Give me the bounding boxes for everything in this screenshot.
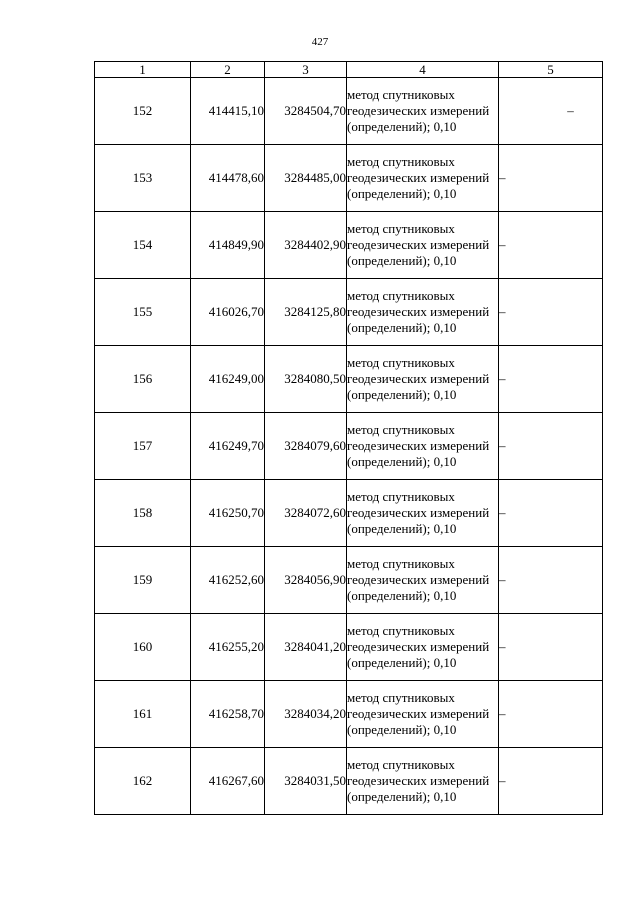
method-accuracy: метод спутниковых геодезических измерений (определений); 0,10	[347, 748, 499, 815]
coordinate-y: 3284080,50	[265, 346, 347, 413]
column-header-4: 4	[347, 62, 499, 78]
table-row	[95, 413, 603, 480]
coordinate-x: 414478,60	[191, 145, 265, 212]
coordinate-y: 3284125,80	[265, 279, 347, 346]
page-number: 427	[311, 36, 329, 48]
point-number: 162	[95, 748, 191, 815]
point-number: 156	[95, 346, 191, 413]
coordinate-x: 414849,90	[191, 212, 265, 279]
note-cell: –	[499, 78, 603, 145]
coordinate-y: 3284402,90	[265, 212, 347, 279]
coordinate-x: 416250,70	[191, 480, 265, 547]
point-number: 152	[95, 78, 191, 145]
table-row	[95, 78, 603, 145]
table-row	[95, 480, 603, 547]
method-accuracy: метод спутниковых геодезических измерений (определений); 0,10	[347, 346, 499, 413]
method-accuracy: метод спутниковых геодезических измерений (определений); 0,10	[347, 212, 499, 279]
note-cell: –	[499, 279, 603, 346]
coordinate-x: 414415,10	[191, 78, 265, 145]
note-cell: –	[499, 413, 603, 480]
method-accuracy: метод спутниковых геодезических измерений (определений); 0,10	[347, 78, 499, 145]
table-row	[95, 681, 603, 748]
coordinate-x: 416249,70	[191, 413, 265, 480]
coordinate-x: 416026,70	[191, 279, 265, 346]
coordinate-y: 3284056,90	[265, 547, 347, 614]
point-number: 159	[95, 547, 191, 614]
table-row	[95, 748, 603, 815]
note-cell: –	[499, 681, 603, 748]
coordinate-y: 3284485,00	[265, 145, 347, 212]
method-accuracy: метод спутниковых геодезических измерений (определений); 0,10	[347, 413, 499, 480]
point-number: 157	[95, 413, 191, 480]
coordinate-x: 416255,20	[191, 614, 265, 681]
coordinates-table	[94, 61, 603, 815]
note-cell: –	[499, 480, 603, 547]
method-accuracy: метод спутниковых геодезических измерений (определений); 0,10	[347, 681, 499, 748]
coordinate-y: 3284504,70	[265, 78, 347, 145]
column-header-1: 1	[95, 62, 191, 78]
note-cell: –	[499, 346, 603, 413]
column-header-5: 5	[499, 62, 603, 78]
coordinate-y: 3284041,20	[265, 614, 347, 681]
table-row	[95, 212, 603, 279]
point-number: 155	[95, 279, 191, 346]
table-row	[95, 346, 603, 413]
coordinate-y: 3284034,20	[265, 681, 347, 748]
coordinate-x: 416249,00	[191, 346, 265, 413]
column-header-2: 2	[191, 62, 265, 78]
coordinate-x: 416252,60	[191, 547, 265, 614]
point-number: 158	[95, 480, 191, 547]
column-header-3: 3	[265, 62, 347, 78]
table-row	[95, 279, 603, 346]
table-body	[95, 78, 603, 815]
table-row	[95, 614, 603, 681]
table-header	[95, 62, 603, 78]
coordinate-y: 3284079,60	[265, 413, 347, 480]
table-row	[95, 145, 603, 212]
note-cell: –	[499, 614, 603, 681]
coordinate-x: 416267,60	[191, 748, 265, 815]
note-cell: –	[499, 748, 603, 815]
method-accuracy: метод спутниковых геодезических измерений (определений); 0,10	[347, 145, 499, 212]
method-accuracy: метод спутниковых геодезических измерений (определений); 0,10	[347, 279, 499, 346]
coordinate-y: 3284072,60	[265, 480, 347, 547]
method-accuracy: метод спутниковых геодезических измерений (определений); 0,10	[347, 614, 499, 681]
point-number: 160	[95, 614, 191, 681]
note-cell: –	[499, 145, 603, 212]
point-number: 154	[95, 212, 191, 279]
point-number: 161	[95, 681, 191, 748]
coordinate-x: 416258,70	[191, 681, 265, 748]
point-number: 153	[95, 145, 191, 212]
method-accuracy: метод спутниковых геодезических измерений (определений); 0,10	[347, 480, 499, 547]
method-accuracy: метод спутниковых геодезических измерений (определений); 0,10	[347, 547, 499, 614]
note-cell: –	[499, 547, 603, 614]
coordinate-y: 3284031,50	[265, 748, 347, 815]
header-row	[95, 62, 603, 78]
table-row	[95, 547, 603, 614]
note-cell: –	[499, 212, 603, 279]
